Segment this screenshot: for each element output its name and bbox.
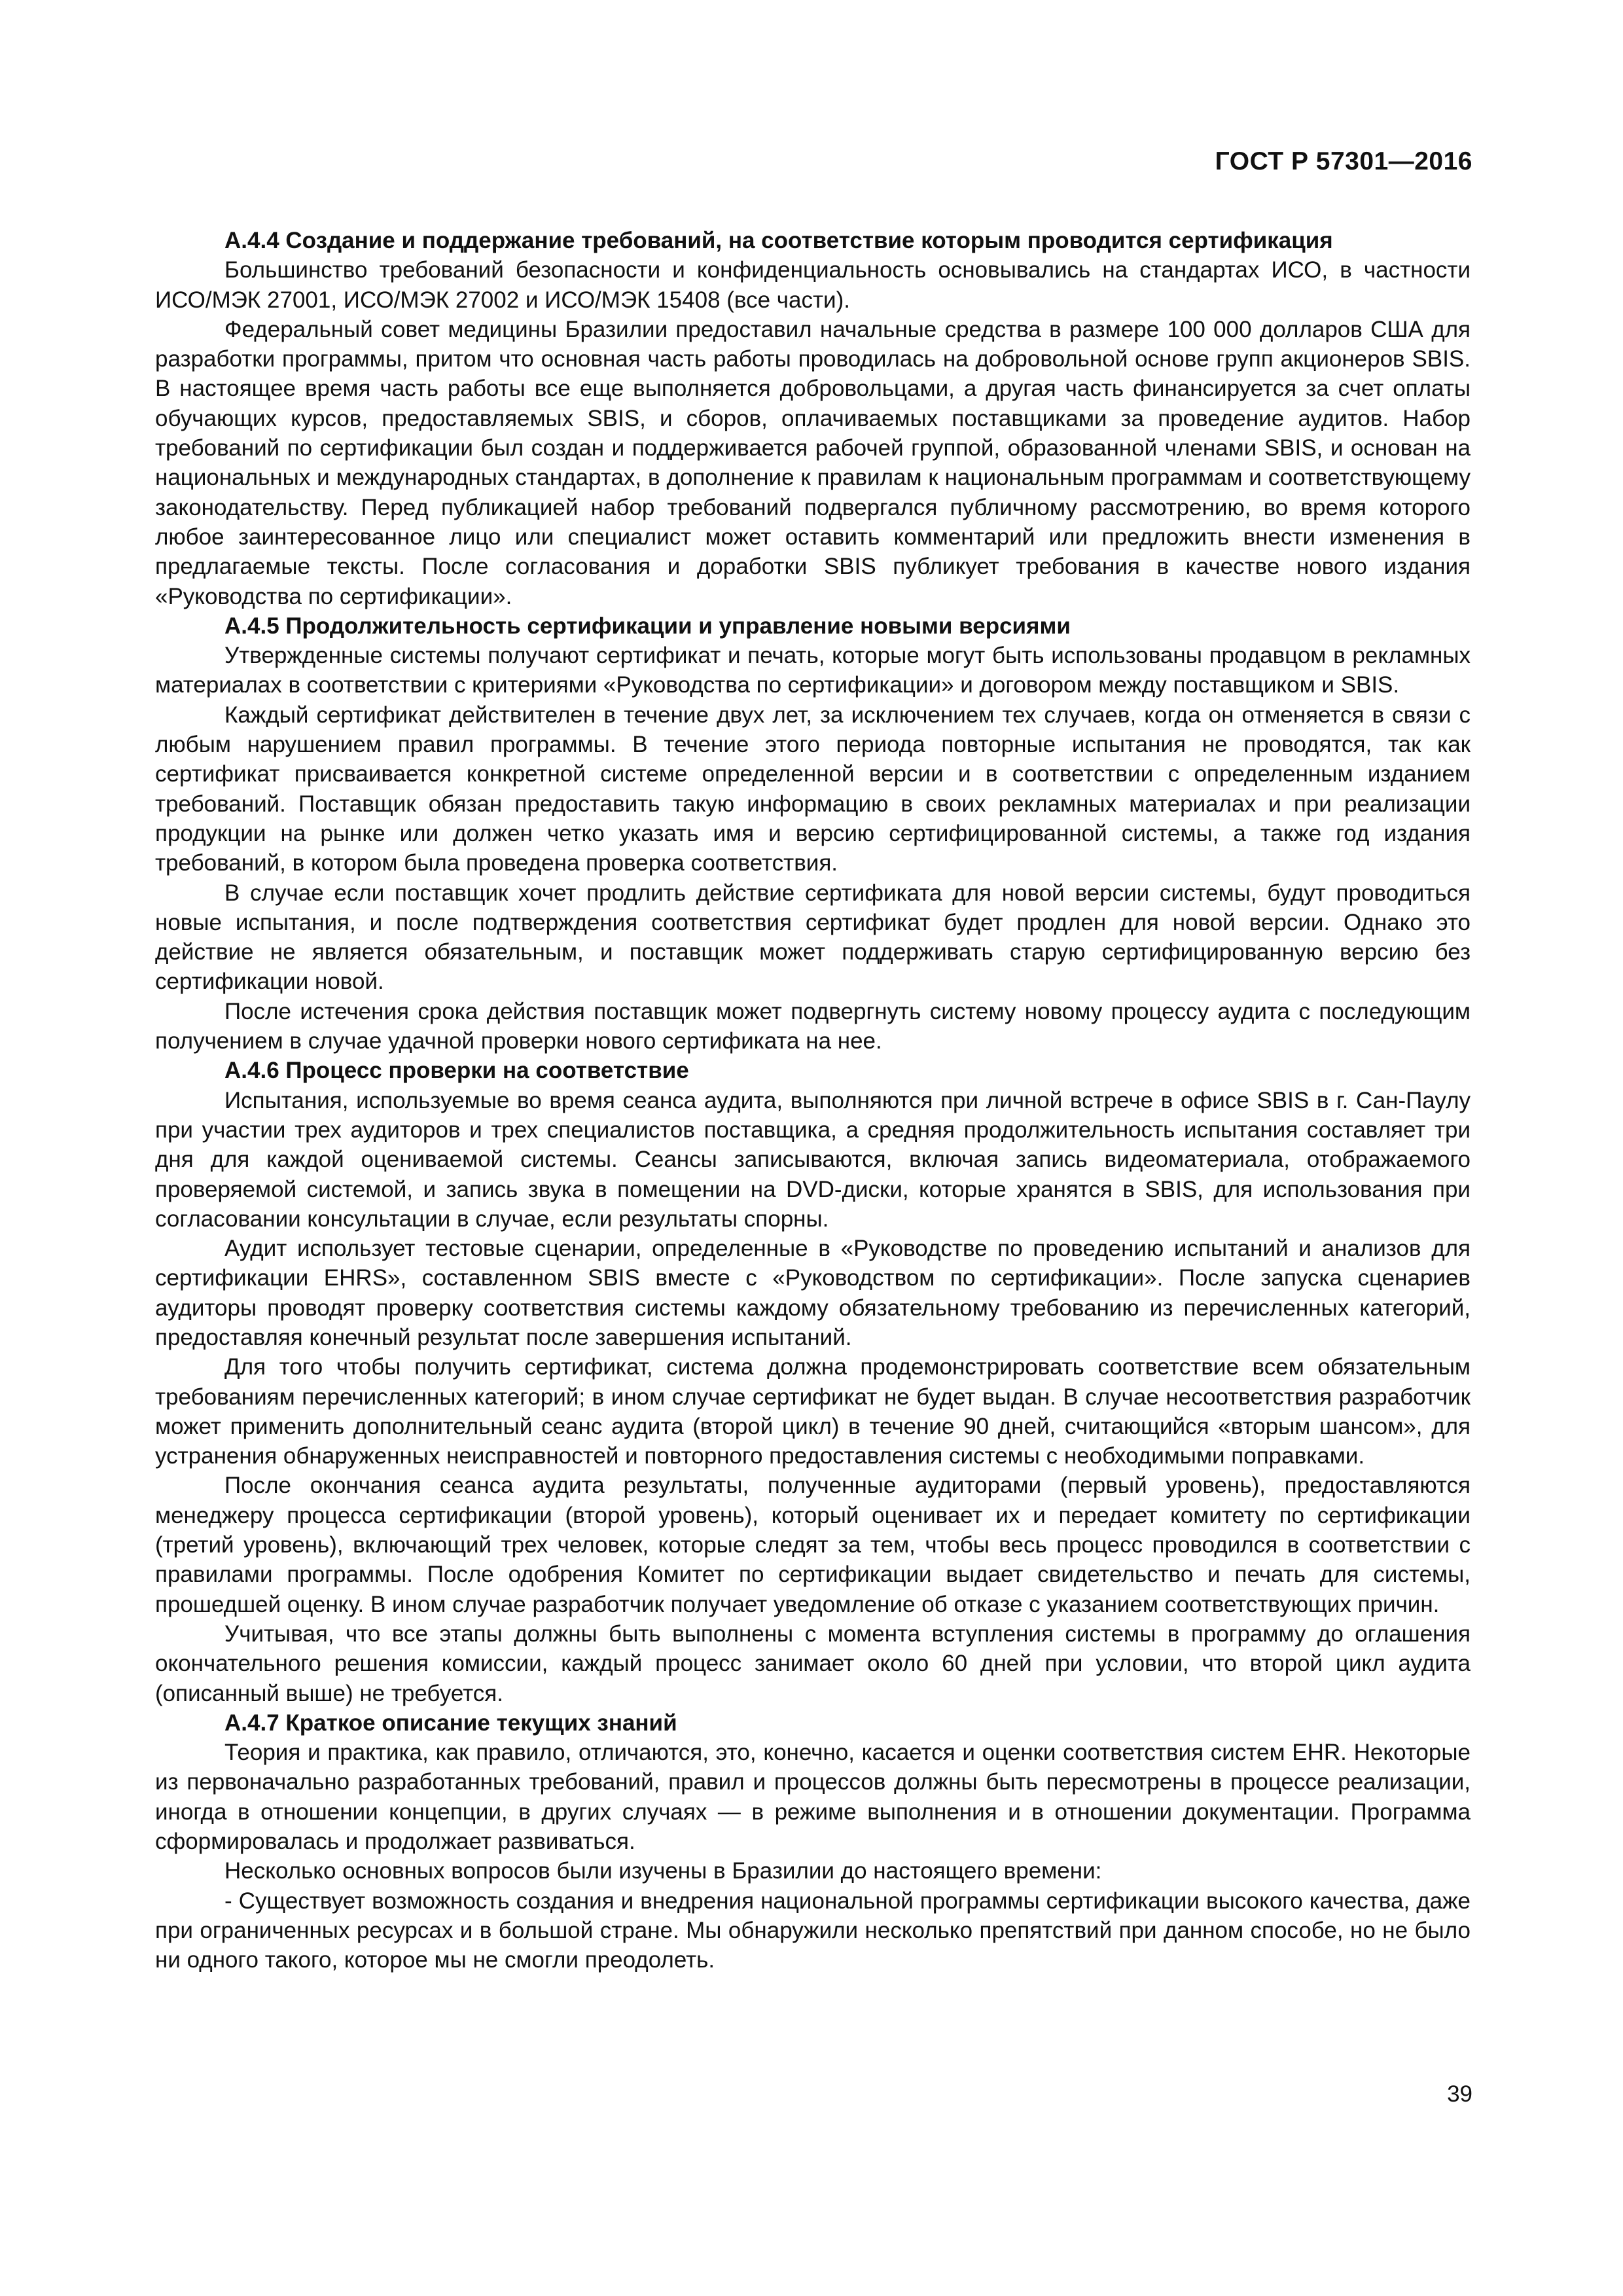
paragraph: Каждый сертификат действителен в течение двух лет, за исключением тех случаев, когда он отменяется в связи с любым нарушением правил программы. В течение этого периода повторные испытания не проводятся, так как сертификат присваивается конкретной системе определенной версии и в соответствии с определенным изданием требований. Поставщик обязан предоставить такую информацию в своих рекламных материалах и при реализации продукции на рынке или должен четко указать имя и версию сертифицированной системы, а также год издания требований, в котором была проведена проверка соответствия. <box>155 702 1471 876</box>
list-item: - Существует возможность создания и внедрения национальной программы сертификации высокого качества, даже при ограниченных ресурсах и в большой стране. Мы обнаружили несколько препятствий при данном способе, но не было ни одного такого, которое мы не смогли преодолеть. <box>155 1888 1471 1973</box>
paragraph: В случае если поставщик хочет продлить действие сертификата для новой версии системы, будут проводиться новые испытания, и после подтверждения соответствия сертификат будет продлен для новой версии. Однако это действие не является обязательным, и поставщик может поддерживать старую сертифицированную версию без сертификации новой. <box>155 880 1471 995</box>
paragraph: Несколько основных вопросов были изучены в Бразилии до настоящего времени: <box>224 1858 1102 1884</box>
page-number: 39 <box>1447 2081 1472 2107</box>
standard-header: ГОСТ Р 57301—2016 <box>1215 147 1472 175</box>
paragraph: После истечения срока действия поставщик может подвергнуть систему новому процессу аудита с последующим получением в случае удачной проверки нового сертификата на нее. <box>155 998 1471 1054</box>
paragraph: Утвержденные системы получают сертификат и печать, которые могут быть использованы продавцом в рекламных материалах в соответствии с критериями «Руководства по сертификации» и договором между поставщиком и SBIS. <box>155 643 1471 698</box>
section-heading: А.4.6 Процесс проверки на соответствие <box>224 1058 689 1084</box>
section-heading: А.4.4 Создание и поддержание требований, на соответствие которым проводится сертификация <box>224 228 1333 253</box>
section-heading: А.4.7 Краткое описание текущих знаний <box>224 1710 677 1736</box>
section-heading: А.4.5 Продолжительность сертификации и управление новыми версиями <box>224 613 1071 639</box>
paragraph: Теория и практика, как правило, отличаются, это, конечно, касается и оценки соответствия систем EHR. Некоторые из первоначально разработанных требований, правил и процессов должны быть пересмотрены в процессе реализации, иногда в отношении концепции, в других случаях — в режиме выполнения и в отношении документации. Программа сформировалась и продолжает развиваться. <box>155 1740 1471 1855</box>
paragraph: После окончания сеанса аудита результаты, полученные аудиторами (первый уровень), предоставляются менеджеру процесса сертификации (второй уровень), который оценивает их и передает комитету по сертификации (третий уровень), включающий трех человек, которые следят за тем, чтобы весь процесс проводился в соответствии с правилами программы. После одобрения Комитет по сертификации выдает свидетельство и печать для системы, прошедшей оценку. В ином случае разработчик получает уведомление об отказе с указанием соответствующих причин. <box>155 1473 1471 1617</box>
paragraph: Федеральный совет медицины Бразилии предоставил начальные средства в размере 100 000 долларов США для разработки программы, притом что основная часть работы проводилась на добровольной основе групп акционеров SBIS. В настоящее время часть работы все еще выполняется добровольцами, а другая часть финансируется за счет оплаты обучающих курсов, предоставляемых SBIS, и сборов, оплачиваемых поставщиками за проведение аудитов. Набор требований по сертификации был создан и поддерживается рабочей группой, образованной членами SBIS, и основан на национальных и международных стандартах, в дополнение к правилам к национальным программам и соответствующему законодательству. Перед публикацией набор требований подвергался публичному рассмотрению, во время которого любое заинтересованное лицо или специалист может оставить комментарий или предложить внести изменения в предлагаемые тексты. После согласования и доработки SBIS публикует требования в качестве нового издания «Руководства по сертификации». <box>155 316 1471 609</box>
paragraph: Испытания, используемые во время сеанса аудита, выполняются при личной встрече в офисе SBIS в г. Сан-Паулу при участии трех аудиторов и трех специалистов поставщика, а средняя продолжительность испытания составляет три дня для каждой оцениваемой системы. Сеансы записываются, включая запись видеоматериала, отображаемого проверяемой системой, и запись звука в помещении на DVD-диски, которые хранятся в SBIS, для использования при согласовании консультации в случае, если результаты спорны. <box>155 1087 1471 1232</box>
document-body <box>155 226 1471 1975</box>
paragraph: Учитывая, что все этапы должны быть выполнены с момента вступления системы в программу до оглашения окончательного решения комиссии, каждый процесс занимает около 60 дней при условии, что второй цикл аудита (описанный выше) не требуется. <box>155 1621 1471 1706</box>
paragraph: Большинство требований безопасности и конфиденциальность основывались на стандартах ИСО, в частности ИСО/МЭК 27001, ИСО/МЭК 27002 и ИСО/МЭК 15408 (все части). <box>155 257 1471 313</box>
paragraph: Для того чтобы получить сертификат, система должна продемонстрировать соответствие всем обязательным требованиям перечисленных категорий; в ином случае сертификат не будет выдан. В случае несоответствия разработчик может применить дополнительный сеанс аудита (второй цикл) в течение 90 дней, считающийся «вторым шансом», для устранения обнаруженных неисправностей и повторного предоставления системы с необходимыми поправками. <box>155 1354 1471 1469</box>
paragraph: Аудит использует тестовые сценарии, определенные в «Руководстве по проведению испытаний и анализов для сертификации EHRS», составленном SBIS вместе с «Руководством по сертификации». После запуска сценариев аудиторы проводят проверку соответствия системы каждому обязательному требованию из перечисленных категорий, предоставляя конечный результат после завершения испытаний. <box>155 1236 1471 1350</box>
